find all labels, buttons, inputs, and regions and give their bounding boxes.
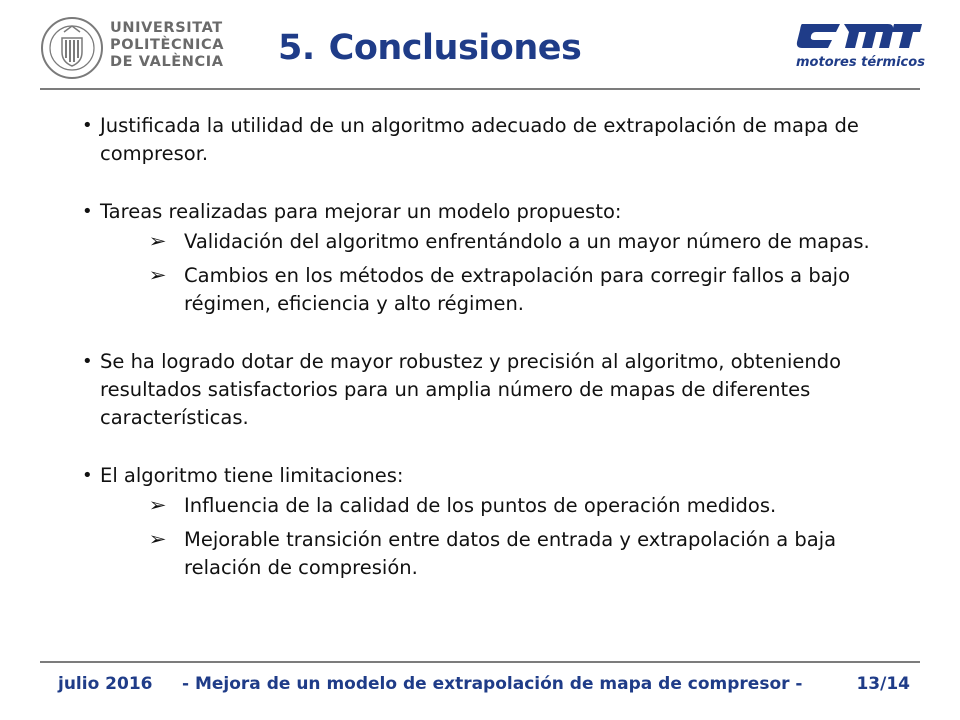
university-seal-icon (40, 16, 104, 80)
bullet-item (78, 462, 918, 582)
sub-item-text: Cambios en los métodos de extrapolación para corregir fallos a bajo régimen, eficiencia y alto régimen. (184, 264, 850, 315)
header-divider (40, 88, 920, 90)
sub-list (100, 492, 918, 582)
page-number: 13/14 (856, 674, 910, 694)
bullet-item (78, 198, 918, 318)
sub-list (100, 228, 918, 318)
sub-item-text: Influencia de la calidad de los puntos de operación medidos. (184, 494, 777, 517)
sub-item (100, 262, 918, 318)
bullet-text: El algoritmo tiene limitaciones: (100, 464, 404, 487)
university-name-line-1: UNIVERSITAT (110, 20, 223, 36)
bullet-icon: • (82, 201, 93, 222)
bullet-icon: • (82, 115, 93, 136)
bullet-text: Tareas realizadas para mejorar un modelo propuesto: (100, 200, 622, 223)
university-name (110, 20, 224, 71)
arrow-bullet-icon: ➢ (148, 265, 167, 286)
cmt-logo (796, 18, 926, 74)
arrow-bullet-icon: ➢ (148, 495, 167, 516)
sub-item (100, 492, 918, 520)
university-name-line-3: DE VALÈNCIA (110, 54, 224, 70)
page-title (278, 28, 581, 68)
arrow-bullet-icon: ➢ (148, 231, 167, 252)
sub-item-text: Mejorable transición entre datos de entrada y extrapolación a baja relación de compresión. (184, 528, 837, 579)
arrow-bullet-icon: ➢ (148, 529, 167, 550)
sub-item (100, 526, 918, 582)
bullet-text: Se ha logrado dotar de mayor robustez y precisión al algoritmo, obteniendo resultados satisfactorios para un amplia número de mapas de diferentes características. (100, 350, 842, 429)
cmt-wordmark-icon (796, 18, 924, 54)
bullet-icon: • (82, 465, 93, 486)
slide-content (78, 112, 918, 588)
bullet-item (78, 112, 918, 168)
cmt-subtitle: motores térmicos (796, 55, 925, 70)
sub-item-text: Validación del algoritmo enfrentándolo a un mayor número de mapas. (184, 230, 870, 253)
footer (40, 674, 920, 704)
bullet-icon: • (82, 351, 93, 372)
university-name-line-2: POLITÈCNICA (110, 37, 225, 53)
sub-item (100, 228, 918, 256)
bullet-item (78, 348, 918, 432)
university-logo (40, 14, 225, 84)
bullet-text: Justificada la utilidad de un algoritmo adecuado de extrapolación de mapa de compresor. (100, 114, 859, 165)
footer-date: julio 2016 (58, 674, 153, 694)
footer-divider (40, 661, 920, 663)
footer-subject: - Mejora de un modelo de extrapolación de mapa de compresor - (182, 674, 803, 694)
section-title: Conclusiones (328, 28, 582, 68)
section-number: 5. (278, 28, 315, 68)
